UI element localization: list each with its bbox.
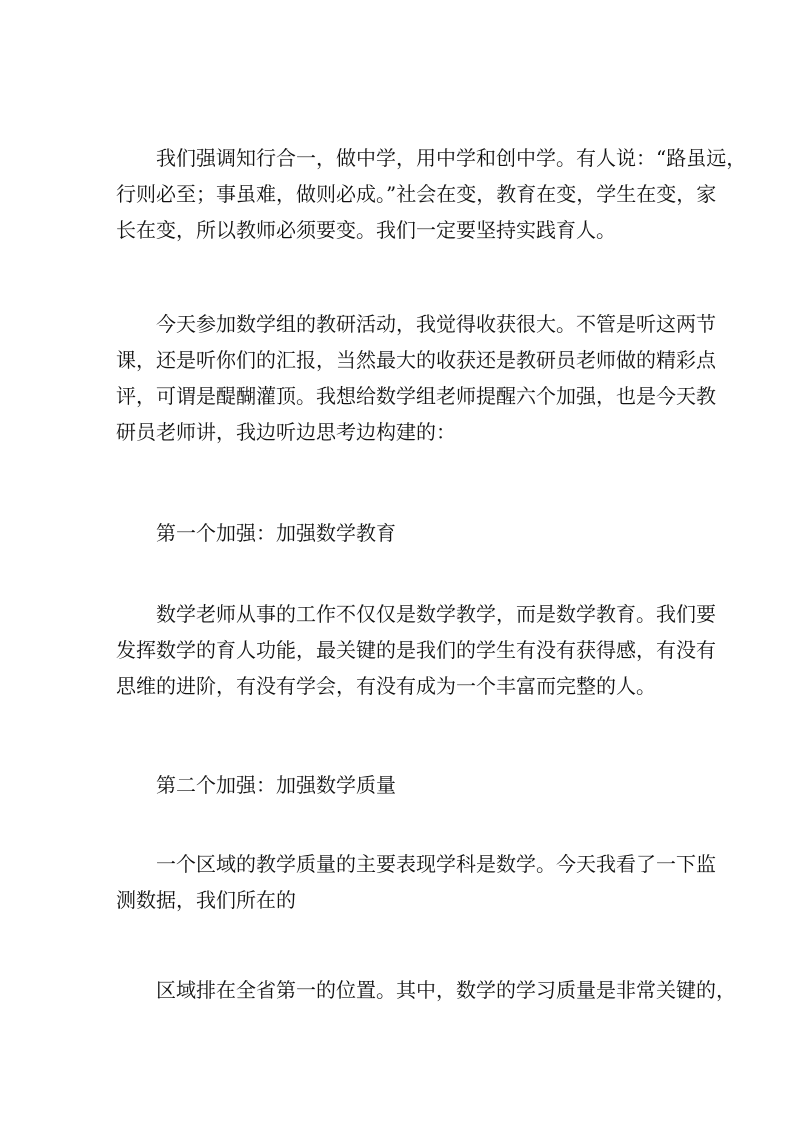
heading-line: 第二个加强：加强数学质量	[156, 773, 396, 797]
text-line: 数学老师从事的工作不仅仅是数学教学，而是数学教育。我们要	[156, 602, 716, 626]
text-line: 一个区域的教学质量的主要表现学科是数学。今天我看了一下监	[156, 852, 716, 876]
text-line: 课，还是听你们的汇报，当然最大的收获还是教研员老师做的精彩点	[116, 348, 716, 372]
text-line: 我们强调知行合一，做中学，用中学和创中学。有人说：“路虽远，	[156, 146, 747, 170]
paragraph-math-quality	[116, 846, 716, 918]
section-heading-first	[116, 515, 682, 551]
text-line: 长在变，所以教师必须要变。我们一定要坚持实践育人。	[116, 218, 616, 242]
text-line: 研员老师讲，我边听边思考边构建的：	[116, 420, 456, 444]
heading-line: 第一个加强：加强数学教育	[156, 521, 396, 545]
text-line: 今天参加数学组的教研活动，我觉得收获很大。不管是听这两节	[156, 312, 716, 336]
text-line: 区域排在全省第一的位置。其中，数学的学习质量是非常关键的，	[156, 978, 736, 1002]
paragraph-research-activity	[116, 306, 716, 450]
text-line: 测数据，我们所在的	[116, 888, 296, 912]
section-heading-second	[116, 767, 682, 803]
text-line: 评，可谓是醍醐灌顶。我想给数学组老师提醒六个加强，也是今天教	[116, 384, 716, 408]
paragraph-region-ranking	[116, 972, 736, 1008]
paragraph-math-education	[116, 596, 716, 704]
text-line: 思维的进阶，有没有学会，有没有成为一个丰富而完整的人。	[116, 674, 656, 698]
text-line: 发挥数学的育人功能，最关键的是我们的学生有没有获得感，有没有	[116, 638, 716, 662]
paragraph-knowing-doing	[116, 140, 747, 248]
text-line: 行则必至；事虽难，做则必成。”社会在变，教育在变，学生在变，家	[116, 182, 717, 206]
